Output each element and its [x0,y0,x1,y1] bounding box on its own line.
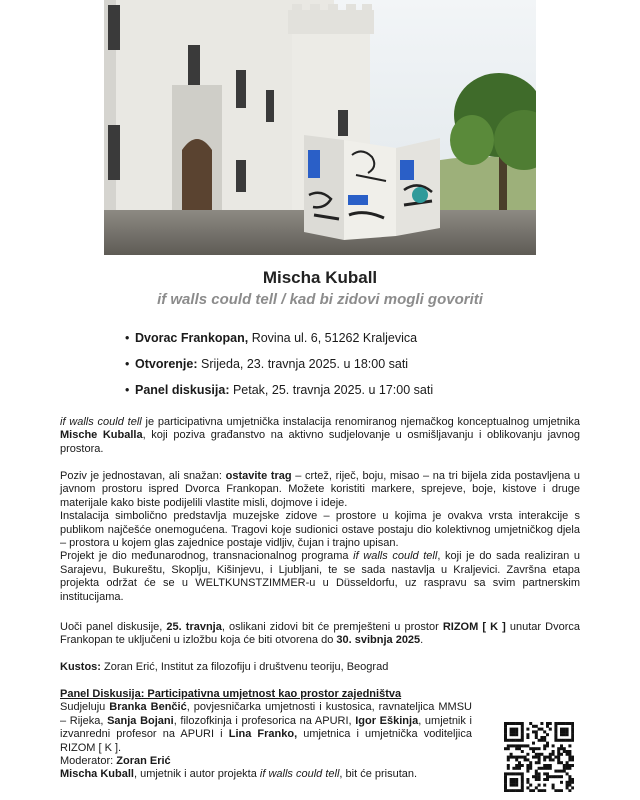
intro-paragraph [60,416,580,456]
bullet-icon: • [125,383,130,397]
qr-code-icon[interactable] [504,722,574,792]
program-text-1: Projekt je dio međunarodnog, transnacionalnog programa [60,550,354,563]
detail-panel-value: Petak, 25. travnja 2025. u 17:00 sati [229,383,434,397]
move-date-1: 25. travnja [166,621,222,633]
detail-panel-label: Panel diskusija: [135,383,230,397]
program-project-title: if walls could tell [353,550,438,563]
detail-opening-value: Srijeda, 23. travnja 2025. u 18:00 sati [197,357,409,371]
panel-section [60,688,472,782]
call-paragraph [60,470,580,510]
panel-moderator [60,755,472,768]
move-text-1: Uoči panel diskusije, [60,621,167,633]
panel-artist-text-1: , umjetnik i autor projekta [133,768,260,781]
call-text-2: – crtež, riječ, boju, misao – na tri bijela zida postavljena u javnom prostoru ispred Dvorca Frankopan. Možete koristiti markere, sprejeve, boje, kistove i druge materijale kako biste podijelili vlastite misli, dojmove i ideje. [60,470,580,509]
detail-opening-label: Otvorenje: [135,357,198,371]
panel-text-4: , umjetnik i izvanredni profesor na APURI i [60,714,472,741]
move-paragraph [60,621,580,648]
bullet-icon: • [125,331,130,345]
panel-text-5: umjetnica i umjetnička voditeljica RIZOM [ K ]. [60,728,472,754]
moderator-label: Moderator: [60,755,117,768]
event-photo [104,0,536,255]
panel-artist-project: if walls could tell [259,768,340,781]
call-highlight: ostavite trag [225,470,292,482]
bullet-icon: • [125,357,130,371]
program-text-2: , koji je do sada realiziran u Sarajevu, Bukureštu, Skoplju, Kišinjevu, i Ljubljani, te se sada nastavlja u Kraljevici. Završna etapa projekta održat će se u WELTKUNSTZIMMER-u u Düsseldorfu, uz raspravu sa svim partnerskim institucijama. [60,550,581,603]
curator-label: Kustos: [60,661,101,673]
panel-artist: Mischa Kuball [60,768,134,781]
participant-2: Sanja Bojani [107,714,174,727]
program-paragraph [60,550,580,604]
intro-text-1: je participativna umjetnička instalacija renomiranog njemačkog konceptualnog umjetnika [141,416,580,428]
participant-3: Igor Eškinja [355,714,419,727]
move-date-2: 30. svibnja 2025 [336,634,421,647]
move-venue: RIZOM [ K ] [442,621,506,633]
detail-venue-label: Dvorac Frankopan, [135,331,249,345]
moderator-name: Zoran Erić [116,755,171,768]
event-subtitle: if walls could tell / kad bi zidovi mogli govoriti [157,291,483,308]
intro-artist: Mische Kuballa [60,429,143,442]
move-text-3: unutar Dvorca Frankopan te uključeni u izložbu koja će biti otvorena do [60,621,580,647]
symbolism-paragraph: Instalacija simbolično predstavlja muzejske zidove – prostore u kojima je ovakva vrsta interakcije s publikom najčešće onemogućena. Tragovi koje sudionici ostave postaju dio kolektivnog umjetničkog djela – prostora u kojem glas zajednice postaje vidljiv, čujan i trajno upisan. [60,510,580,550]
participant-4: Lina Franko, [228,728,298,741]
intro-project-title: if walls could tell [60,416,142,428]
participant-1: Branka Benčić [109,701,187,714]
panel-text-3: , filozofkinja i profesorica na APURI, [173,714,356,727]
event-title: Mischa Kuball [262,268,378,287]
call-text-1: Poziv je jednostavan, ali snažan: [60,470,226,482]
qr-code-graphic [504,722,574,792]
intro-text-2: , koji poziva građanstvo na aktivno sudjelovanje u osmišljavanju i oblikovanju javnog prostora. [60,429,581,455]
detail-panel [125,382,433,408]
panel-text-2: , povjesničarka umjetnosti i kustosica, ravnateljica MMSU – Rijeka, [60,701,472,727]
detail-venue [125,330,433,356]
castle-photo-illustration [104,0,536,255]
panel-participants [60,701,472,755]
panel-artist-text-2: , bit će prisutan. [339,768,418,781]
detail-venue-value: Rovina ul. 6, 51262 Kraljevica [248,331,418,345]
event-details-list [125,330,433,408]
panel-heading: Panel Diskusija: Participativna umjetnost kao prostor zajedništva [60,688,402,700]
detail-opening [125,356,433,382]
curator-value: Zoran Erić, Institut za filozofiju i društvenu teoriju, Beograd [100,661,389,673]
curator-line [60,661,580,674]
move-text-4: . [420,634,424,647]
panel-artist-line [60,768,472,781]
move-text-2: , oslikani zidovi bit će premješteni u prostor [221,621,443,633]
call-section [60,470,580,604]
panel-text-1: Sudjeluju [60,701,110,714]
